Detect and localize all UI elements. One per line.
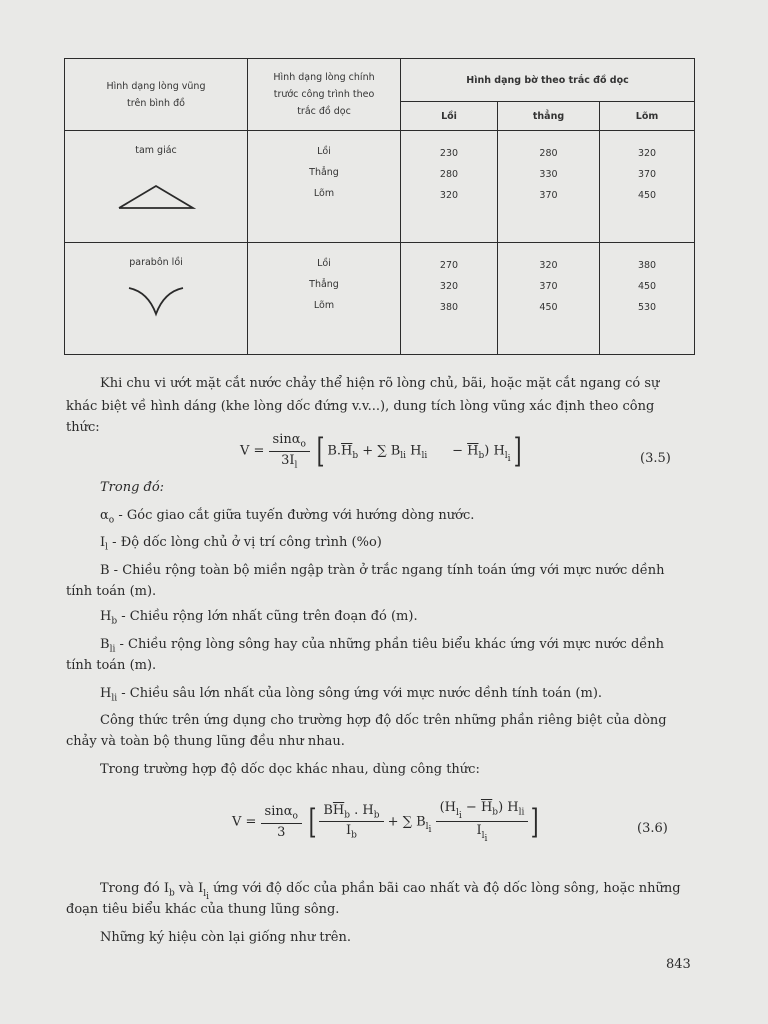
formula-3-6: V = $\frac{\sin\alpha_o}{3}$ [ $\frac{B\overline{H}_b . H_b}{I_b}$ + ∑ $B_{l_i}$ $\frac{(H_{l_i} - \overline{H}_b) H_{li}}{I_{l_i}}$ ] xyxy=(232,800,539,844)
profile-cell: Lồi Thẳng Lõm xyxy=(248,131,401,243)
triangle-shape-icon xyxy=(116,182,196,212)
parabola-shape-icon xyxy=(126,282,186,318)
definition-alpha: $\alpha_o$ - Góc giao cắt giữa tuyến đường với hướng dòng nước. xyxy=(100,508,475,526)
where-label: Trong đó: xyxy=(100,480,165,495)
definition-bli-line-2: tính toán (m). xyxy=(66,658,157,673)
coefficient-table xyxy=(64,58,695,355)
equation-number-3-6: (3.6) xyxy=(637,821,668,836)
header-shape-plan: Hình dạng lòng vũng trên bình đồ xyxy=(65,59,248,131)
definition-bli-line-1: $B_{li}$ - Chiều rộng lòng sông hay của những phần tiêu biểu khác ứng với mực nước dềnh xyxy=(100,637,665,655)
paragraph-intro-line-3: thức: xyxy=(66,420,100,435)
header-channel-profile: Hình dạng lòng chính trước công trình theo trắc đồ dọc xyxy=(248,59,401,131)
paragraph-remaining-symbols: Những ký hiệu còn lại giống như trên. xyxy=(100,930,351,945)
subheader-loi: Lồi xyxy=(401,102,498,131)
paragraph-intro-line-1: Khi chu vi ướt mặt cắt nước chảy thể hiện rõ lòng chủ, bãi, hoặc mặt cắt ngang có sự xyxy=(100,376,660,391)
definition-b-line-1: B - Chiều rộng toàn bộ miền ngập tràn ở trắc ngang tính toán ứng với mực nước dềnh xyxy=(100,563,665,578)
value-cell-loi: 230 280 320 xyxy=(401,131,498,243)
table-row xyxy=(65,131,695,243)
page-number: 843 xyxy=(666,957,691,972)
value-cell-lom: 320 370 450 xyxy=(600,131,695,243)
paragraph-intro-line-2: khác biệt về hình dáng (khe lòng dốc đứng v.v...), dung tích lòng vũng xác định theo công xyxy=(66,399,655,414)
shape-cell: tam giác xyxy=(65,131,248,243)
definition-b-line-2: tính toán (m). xyxy=(66,584,157,599)
paragraph-slopes-line-1: Trong đó $I_b$ và $I_{l_i}$ ứng với độ dốc của phần bãi cao nhất và độ dốc lòng sông, hoặc những xyxy=(100,881,681,902)
paragraph-varying-slope: Trong trường hợp độ dốc dọc khác nhau, dùng công thức: xyxy=(100,762,480,777)
definition-hli: $H_{li}$ - Chiều sâu lớn nhất của lòng sông ứng với mực nước dềnh tính toán (m). xyxy=(100,686,603,704)
paragraph-application-line-2: chảy và toàn bộ thung lũng đều như nhau. xyxy=(66,734,345,749)
value-cell-thang: 320 370 450 xyxy=(498,243,600,355)
subheader-lom: Lõm xyxy=(600,102,695,131)
equation-number-3-5: (3.5) xyxy=(640,451,671,466)
shape-cell: parabôn lồi xyxy=(65,243,248,355)
table-row xyxy=(65,243,695,355)
definition-hb: $H_b$ - Chiều rộng lớn nhất cũng trên đoạn đó (m). xyxy=(100,609,418,627)
formula-3-5: V = $\frac{\sin\alpha_o}{3I_l}$ [ $B.\overline{H}_b$ + ∑ $B_{li}$ $H_{li}$ − $\overline{H}_b$) $H_{l_i}$] xyxy=(240,431,522,472)
definition-il: $I_l$ - Độ dốc lòng chủ ở vị trí công trình (%o) xyxy=(100,535,382,553)
value-cell-lom: 380 450 530 xyxy=(600,243,695,355)
profile-cell: Lồi Thẳng Lõm xyxy=(248,243,401,355)
value-cell-loi: 270 320 380 xyxy=(401,243,498,355)
header-bank-shape: Hình dạng bờ theo trắc đồ dọc xyxy=(401,59,695,102)
paragraph-application-line-1: Công thức trên ứng dụng cho trường hợp độ dốc trên những phần riêng biệt của dòng xyxy=(100,713,667,728)
paragraph-slopes-line-2: đoạn tiêu biểu khác của thung lũng sông. xyxy=(66,902,340,917)
value-cell-thang: 280 330 370 xyxy=(498,131,600,243)
subheader-thang: thẳng xyxy=(498,102,600,131)
